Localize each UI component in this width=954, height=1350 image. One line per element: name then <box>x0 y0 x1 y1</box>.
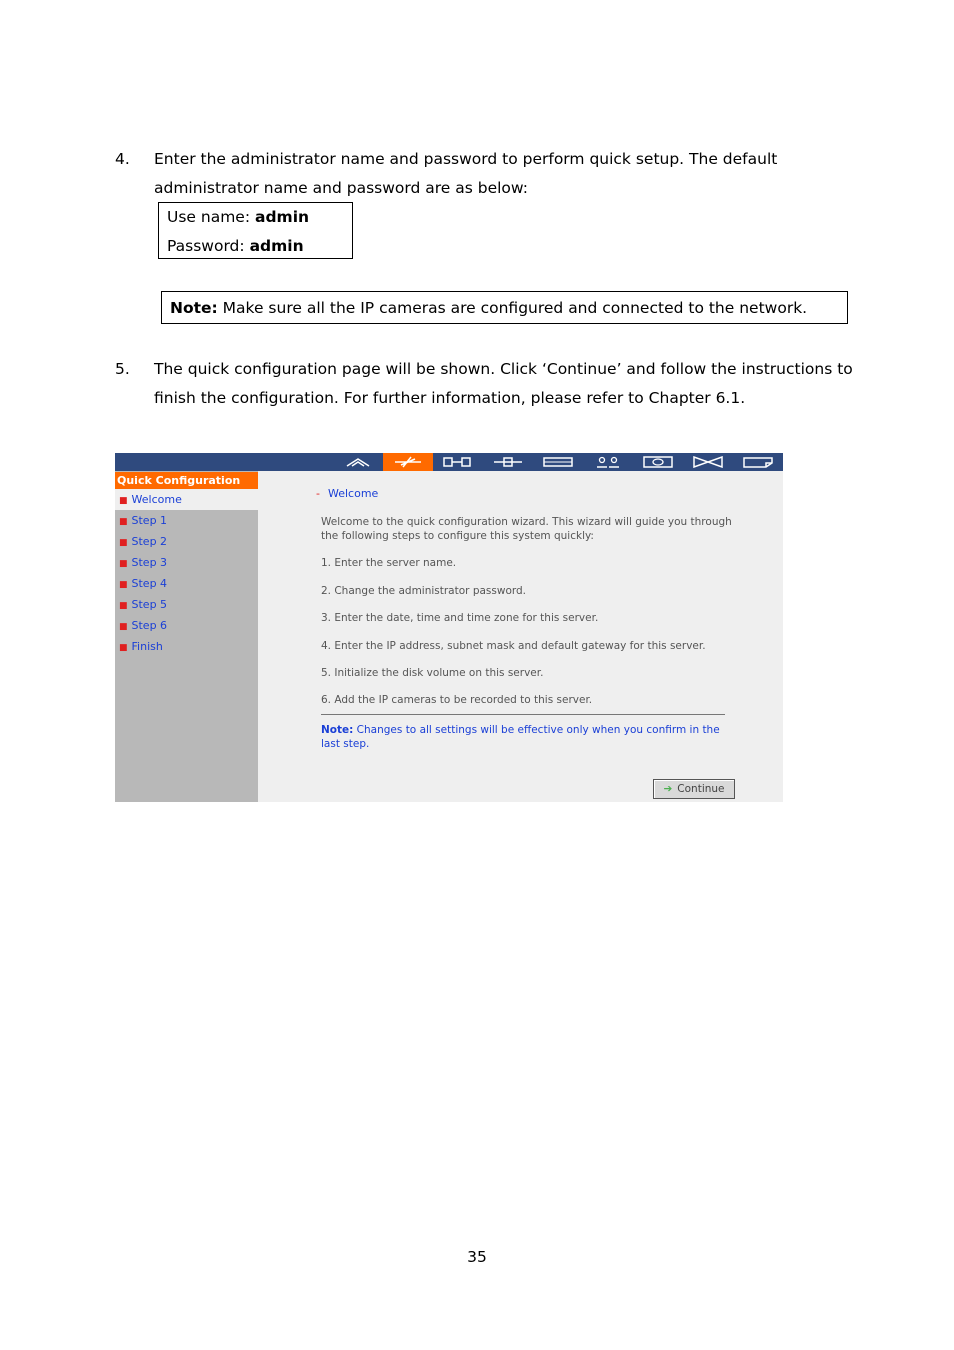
dash-icon: - <box>316 487 320 500</box>
sidebar <box>115 471 258 802</box>
wizard-step-6: 6. Add the IP cameras to be recorded to this server. <box>321 694 593 706</box>
content-title: - Welcome <box>316 487 379 500</box>
bullet-icon: ■ <box>119 517 128 527</box>
device-config-icon[interactable] <box>533 453 583 471</box>
bullet-icon: ■ <box>119 622 128 632</box>
sidebar-item-welcome[interactable]: ■ Welcome <box>115 489 258 510</box>
step-5 <box>115 355 855 412</box>
wizard-step-2: 2. Change the administrator password. <box>321 585 527 597</box>
sidebar-item-step-5[interactable]: ■ Step 5 <box>119 598 168 611</box>
step-4 <box>115 145 855 202</box>
wizard-step-1: 1. Enter the server name. <box>321 557 457 569</box>
step-text: The quick configuration page will be shown. Click ‘Continue’ and follow the instructions to finish the configuration. For further information, please refer to Chapter 6.1. <box>154 360 853 407</box>
tools-icon[interactable] <box>683 453 733 471</box>
bullet-icon: ■ <box>119 580 128 590</box>
home-icon[interactable] <box>333 453 383 471</box>
bullet-icon: ■ <box>119 601 128 611</box>
password-line: Password: admin <box>167 237 304 255</box>
note-label: Note: <box>170 299 218 317</box>
credentials-box <box>158 202 353 259</box>
sidebar-item-finish[interactable]: ■ Finish <box>119 640 163 653</box>
bullet-icon: ■ <box>119 496 128 506</box>
sidebar-item-step-4[interactable]: ■ Step 4 <box>119 577 168 590</box>
quick-config-icon[interactable] <box>383 453 433 471</box>
username-value: admin <box>255 208 310 226</box>
step-number: 5. <box>115 360 130 378</box>
divider <box>321 714 725 715</box>
top-toolbar <box>115 453 783 471</box>
sidebar-item-step-3[interactable]: ■ Step 3 <box>119 556 168 569</box>
sidebar-item-step-1[interactable]: ■ Step 1 <box>119 514 168 527</box>
intro-line-1: Welcome to the quick configuration wizard. This wizard will guide you through <box>321 516 732 528</box>
sidebar-item-step-6[interactable]: ■ Step 6 <box>119 619 168 632</box>
wizard-step-4: 4. Enter the IP address, subnet mask and default gateway for this server. <box>321 640 706 652</box>
password-value: admin <box>249 237 304 255</box>
content-note: Note: Changes to all settings will be effective only when you confirm in the last step. <box>321 724 720 750</box>
sidebar-header: Quick Configuration <box>115 472 258 489</box>
logs-icon[interactable] <box>733 453 783 471</box>
username-line: Use name: admin <box>167 208 310 226</box>
bullet-icon: ■ <box>119 559 128 569</box>
note-text: Make sure all the IP cameras are configured and connected to the network. <box>217 299 808 317</box>
system-settings-icon[interactable] <box>433 453 483 471</box>
wizard-step-3: 3. Enter the date, time and time zone for this server. <box>321 612 599 624</box>
page-number: 35 <box>467 1248 487 1266</box>
intro-line-2: the following steps to configure this system quickly: <box>321 530 594 542</box>
step-number: 4. <box>115 150 130 168</box>
user-management-icon[interactable] <box>583 453 633 471</box>
wizard-step-5: 5. Initialize the disk volume on this server. <box>321 667 544 679</box>
continue-button[interactable]: ➔ Continue <box>653 779 735 799</box>
sidebar-item-step-2[interactable]: ■ Step 2 <box>119 535 168 548</box>
step-text: Enter the administrator name and password to perform quick setup. The default administrator name and password are as below: <box>154 150 778 197</box>
camera-icon[interactable] <box>633 453 683 471</box>
network-icon[interactable] <box>483 453 533 471</box>
bullet-icon: ■ <box>119 538 128 548</box>
arrow-right-icon: ➔ <box>663 783 673 795</box>
quick-config-screenshot <box>115 453 783 802</box>
bullet-icon: ■ <box>119 643 128 653</box>
content-panel <box>258 471 783 802</box>
note-box <box>161 291 848 324</box>
